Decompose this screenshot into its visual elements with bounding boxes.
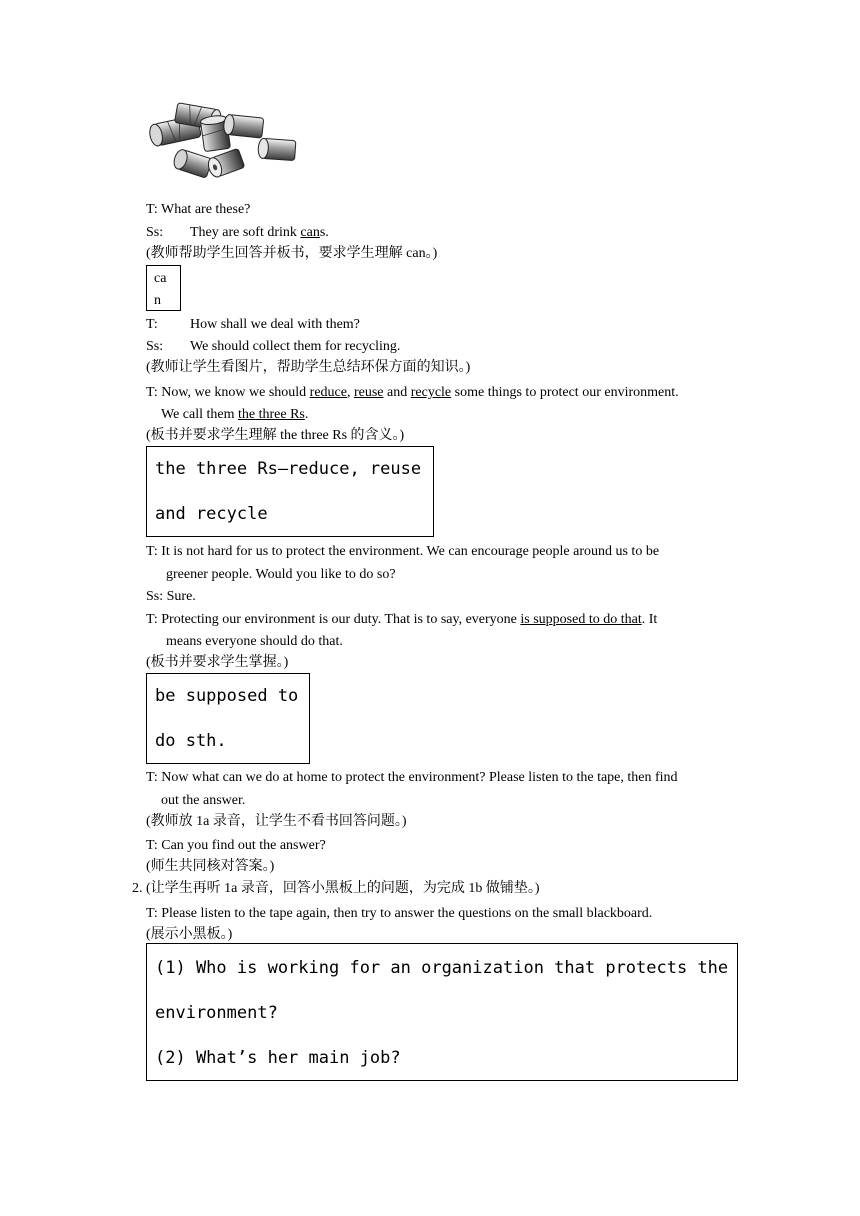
speaker-label: T: xyxy=(146,202,161,217)
speaker-label: T: xyxy=(146,317,158,332)
teacher-line-7: T: Can you find out the answer? xyxy=(146,838,326,853)
students-line-3: Ss: Sure. xyxy=(146,589,196,604)
teacher-line-8: T: Please listen to the tape again, then try to answer the questions on the small blackboard. xyxy=(146,906,653,921)
question-2-text: (2) What’s her main job? xyxy=(155,1048,401,1068)
students-line-1 xyxy=(146,224,329,242)
underlined-word: reduce xyxy=(309,385,347,400)
teacher-line-3 xyxy=(146,384,679,402)
students-line-2 xyxy=(146,338,400,356)
box-text: the three Rs—reduce, reuse xyxy=(155,459,422,479)
dialogue-text: How shall we deal with them? xyxy=(190,317,360,332)
teacher-line-2 xyxy=(146,316,360,334)
teacher-line-6: T: Now what can we do at home to protect the environment? Please listen to the tape, then find xyxy=(146,770,678,785)
underlined-phrase: is supposed to do that xyxy=(520,612,642,627)
underlined-word: can xyxy=(300,225,320,240)
dialogue-text: T: Now, we know we should xyxy=(146,385,310,400)
underlined-word: recycle xyxy=(410,385,452,400)
underlined-word: reuse xyxy=(353,385,384,400)
blackboard-box-questions xyxy=(146,943,738,1081)
teacher-line-4-cont: greener people. Would you like to do so? xyxy=(166,567,396,582)
blackboard-box-be-supposed-to xyxy=(146,673,310,764)
blackboard-box-three-rs xyxy=(146,446,434,537)
dialogue-text: s. xyxy=(319,225,329,240)
step-2-heading: 2. (让学生再听 1a 录音，回答小黑板上的问题，为完成 1b 做铺垫。) xyxy=(132,881,540,896)
teacher-note-3: (板书并要求学生理解 the three Rs 的含义。) xyxy=(146,428,405,443)
teacher-line-4: T: It is not hard for us to protect the environment. We can encourage people around us to be xyxy=(146,544,660,559)
teacher-note-7: (展示小黑板。) xyxy=(146,927,233,942)
dialogue-text: We should collect them for recycling. xyxy=(190,339,401,354)
dialogue-text: T: Protecting our environment is our duty. That is to say, everyone xyxy=(146,612,521,627)
box-text: n xyxy=(154,293,161,308)
box-text: and recycle xyxy=(155,504,268,524)
question-1-text: (1) Who is working for an organization that protects the xyxy=(155,958,729,978)
teacher-line-5 xyxy=(146,611,657,629)
teacher-note-6: (师生共同核对答案。) xyxy=(146,859,275,874)
dialogue-text: . It xyxy=(641,612,658,627)
dialogue-text: We call them xyxy=(161,407,239,422)
dialogue-text: and xyxy=(383,385,411,400)
underlined-word: the three Rs xyxy=(238,407,305,422)
dialogue-text: , xyxy=(346,385,354,400)
soft-drink-cans-illustration xyxy=(140,96,302,196)
teacher-line-3-cont xyxy=(161,406,308,424)
speaker-label: Ss: xyxy=(146,339,164,354)
box-text: do sth. xyxy=(155,731,227,751)
box-text: be supposed to xyxy=(155,686,299,706)
teacher-line-5-cont: means everyone should do that. xyxy=(166,634,343,649)
teacher-note-4: (板书并要求学生掌握。) xyxy=(146,655,289,670)
dialogue-text: some things to protect our environment. xyxy=(451,385,679,400)
dialogue-text: . xyxy=(304,407,309,422)
teacher-line-6-cont: out the answer. xyxy=(161,793,246,808)
teacher-note-2: (教师让学生看图片，帮助学生总结环保方面的知识。) xyxy=(146,360,471,375)
speaker-label: Ss: xyxy=(146,225,164,240)
question-1-text-cont: environment? xyxy=(155,1003,278,1023)
dialogue-text: What are these? xyxy=(161,202,251,217)
teacher-note-5: (教师放 1a 录音，让学生不看书回答问题。) xyxy=(146,814,407,829)
blackboard-box-can xyxy=(146,265,181,311)
box-text: ca xyxy=(154,271,167,286)
dialogue-text: They are soft drink xyxy=(190,225,301,240)
teacher-line-1 xyxy=(146,201,250,219)
teacher-note-1: (教师帮助学生回答并板书，要求学生理解 can。) xyxy=(146,246,438,261)
